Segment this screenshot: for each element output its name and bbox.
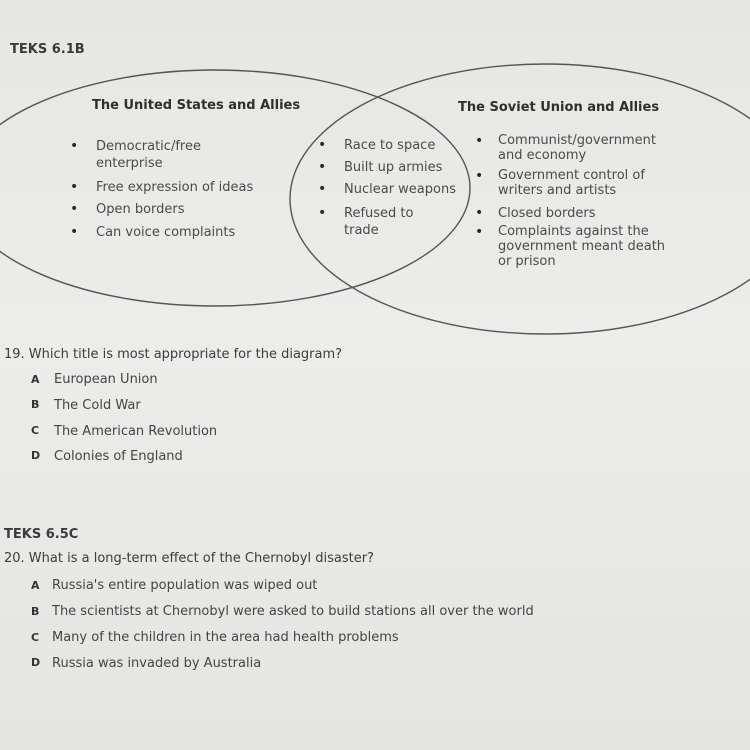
venn-middle-item: Built up armies bbox=[344, 160, 443, 175]
teks-label-1: TEKS 6.1B bbox=[10, 42, 85, 57]
option-letter: C bbox=[31, 424, 40, 437]
venn-left-item: Free expression of ideas bbox=[96, 180, 254, 195]
venn-left-item: Can voice complaints bbox=[96, 225, 236, 240]
venn-right-item: Complaints against the government meant death or prison bbox=[498, 224, 666, 269]
option-text[interactable]: Russia's entire population was wiped out bbox=[52, 578, 318, 593]
venn-right-item: Communist/government and economy bbox=[498, 133, 656, 163]
bullet-icon: • bbox=[318, 181, 327, 197]
bullet-icon: • bbox=[318, 159, 327, 175]
option-letter: C bbox=[31, 631, 40, 644]
option-letter: B bbox=[31, 605, 40, 618]
option-letter: D bbox=[31, 656, 41, 669]
bullet-icon: • bbox=[318, 137, 327, 153]
question-19: 19. Which title is most appropriate for the diagram? bbox=[4, 347, 343, 362]
option-letter: A bbox=[31, 579, 40, 592]
option-text[interactable]: European Union bbox=[54, 372, 158, 387]
venn-left-item: Democratic/free enterprise bbox=[96, 139, 201, 171]
bullet-icon: • bbox=[318, 205, 327, 221]
question-20: 20. What is a long-term effect of the Chernobyl disaster? bbox=[4, 551, 374, 566]
option-text[interactable]: The American Revolution bbox=[54, 424, 218, 439]
teks-label-2: TEKS 6.5C bbox=[4, 527, 79, 542]
venn-middle-item: Race to space bbox=[344, 138, 436, 153]
option-text[interactable]: Many of the children in the area had health problems bbox=[52, 630, 399, 645]
bullet-icon: • bbox=[70, 138, 79, 154]
bullet-icon: • bbox=[70, 201, 79, 217]
option-text[interactable]: Colonies of England bbox=[54, 449, 183, 464]
venn-right-title: The Soviet Union and Allies bbox=[458, 100, 660, 115]
venn-right-item: Government control of writers and artists bbox=[498, 168, 645, 198]
option-letter: B bbox=[31, 398, 40, 411]
option-text[interactable]: The scientists at Chernobyl were asked to build stations all over the world bbox=[52, 604, 534, 619]
bullet-icon: • bbox=[70, 224, 79, 240]
bullet-icon: • bbox=[475, 133, 484, 149]
option-letter: A bbox=[31, 373, 40, 386]
venn-left-item: Open borders bbox=[96, 202, 185, 217]
venn-right-item: Closed borders bbox=[498, 206, 596, 221]
option-text[interactable]: The Cold War bbox=[54, 398, 141, 413]
venn-left-title: The United States and Allies bbox=[92, 98, 301, 113]
bullet-icon: • bbox=[475, 168, 484, 184]
bullet-icon: • bbox=[70, 179, 79, 195]
venn-middle-item: Refused to trade bbox=[344, 206, 414, 238]
bullet-icon: • bbox=[475, 224, 484, 240]
bullet-icon: • bbox=[475, 205, 484, 221]
venn-middle-item: Nuclear weapons bbox=[344, 182, 456, 197]
option-letter: D bbox=[31, 449, 41, 462]
option-text[interactable]: Russia was invaded by Australia bbox=[52, 656, 262, 671]
